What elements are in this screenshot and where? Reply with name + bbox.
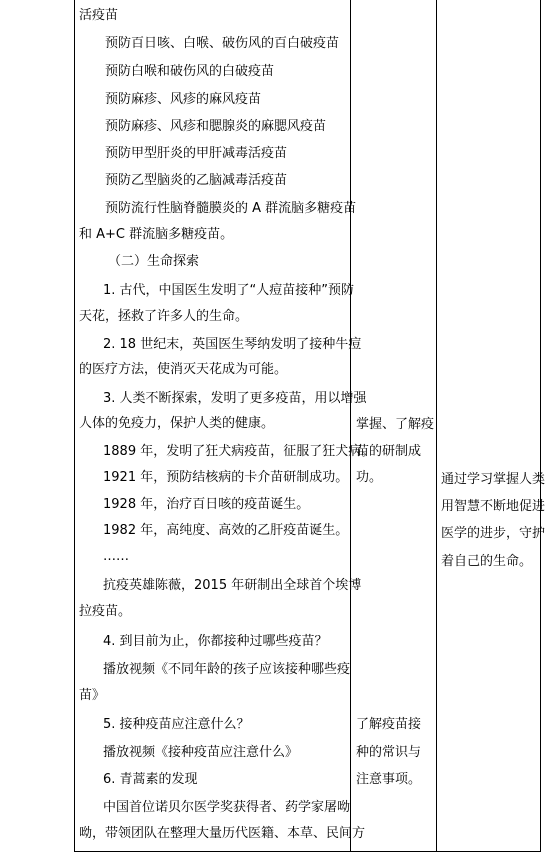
- goal-text-line: 种的常识与: [356, 745, 422, 760]
- text-line: 和 A+C 群流脑多糖疫苗。: [79, 227, 234, 242]
- goal-text-line: 了解疫苗接: [356, 717, 422, 732]
- text-line: 人体的免疫力，保护人类的健康。: [79, 416, 275, 431]
- text-line: 预防麻疹、风疹和腮腺炎的麻腮风疫苗: [105, 119, 327, 134]
- text-line: 苗》: [79, 688, 106, 703]
- goal-text-line: 苗的研制成: [356, 444, 422, 459]
- text-line: 1. 古代，中国医生发明了“人痘苗接种”预防: [103, 283, 355, 298]
- text-line: 预防乙型脑炎的乙脑减毒活疫苗: [105, 173, 288, 188]
- text-line: 中国首位诺贝尔医学奖获得者、药学家屠呦: [103, 800, 351, 815]
- goal-text-line: 注意事项。: [356, 772, 422, 787]
- text-line: 天花，拯救了许多人的生命。: [79, 309, 249, 324]
- text-line: 预防流行性脑脊髓膜炎的 A 群流脑多糖疫苗: [105, 201, 357, 216]
- text-line: 播放视频《接种疫苗应注意什么》: [103, 745, 299, 760]
- value-text-line: 用智慧不断地促进: [441, 499, 546, 514]
- text-line: 2. 18 世纪末，英国医生琴纳发明了接种牛痘: [103, 337, 362, 352]
- value-text-line: 医学的进步，守护: [441, 526, 546, 541]
- goal-text-line: 掌握、了解疫: [356, 417, 435, 432]
- text-line: 呦，带领团队在整理大量历代医籍、本草、民间方: [79, 826, 366, 841]
- value-text-line: 着自己的生命。: [441, 554, 533, 569]
- goal-text-line: 功。: [356, 470, 383, 485]
- table-border-col3: [436, 0, 437, 852]
- text-line: ……: [103, 549, 129, 564]
- section-heading: （二）生命探索: [108, 254, 200, 269]
- text-line: 预防白喉和破伤风的白破疫苗: [105, 64, 275, 79]
- text-line: 1889 年，发明了狂犬病疫苗，征服了狂犬病。: [103, 444, 375, 459]
- text-line: 预防甲型肝炎的甲肝减毒活疫苗: [105, 146, 288, 161]
- text-line: 1928 年，治疗百日咳的疫苗诞生。: [103, 497, 310, 512]
- text-line: 6. 青蒿素的发现: [103, 772, 198, 787]
- table-border-bottom: [74, 851, 540, 852]
- table-border-left: [74, 0, 75, 852]
- text-line: 拉疫苗。: [79, 604, 132, 619]
- text-line: 4. 到目前为止，你都接种过哪些疫苗？: [103, 634, 328, 649]
- text-line: 抗疫英雄陈薇，2015 年研制出全球首个埃博: [103, 578, 362, 593]
- text-line: 的医疗方法，使消灭天花成为可能。: [79, 362, 288, 377]
- text-line: 1921 年，预防结核病的卡介苗研制成功。: [103, 470, 349, 485]
- text-line: 1982 年，高纯度、高效的乙肝疫苗诞生。: [103, 523, 349, 538]
- table-border-right: [540, 0, 541, 852]
- value-text-line: 通过学习掌握人类: [441, 472, 546, 487]
- text-line: 活疫苗: [79, 8, 119, 23]
- text-line: 3. 人类不断探索，发明了更多疫苗，用以增强: [103, 391, 367, 406]
- text-line: 预防麻疹、风疹的麻风疫苗: [105, 92, 262, 107]
- table-border-col2: [350, 0, 351, 852]
- text-line: 播放视频《不同年龄的孩子应该接种哪些疫: [103, 662, 351, 677]
- text-line: 预防百日咳、白喉、破伤风的百白破疫苗: [105, 36, 340, 51]
- text-line: 5. 接种疫苗应注意什么？: [103, 717, 250, 732]
